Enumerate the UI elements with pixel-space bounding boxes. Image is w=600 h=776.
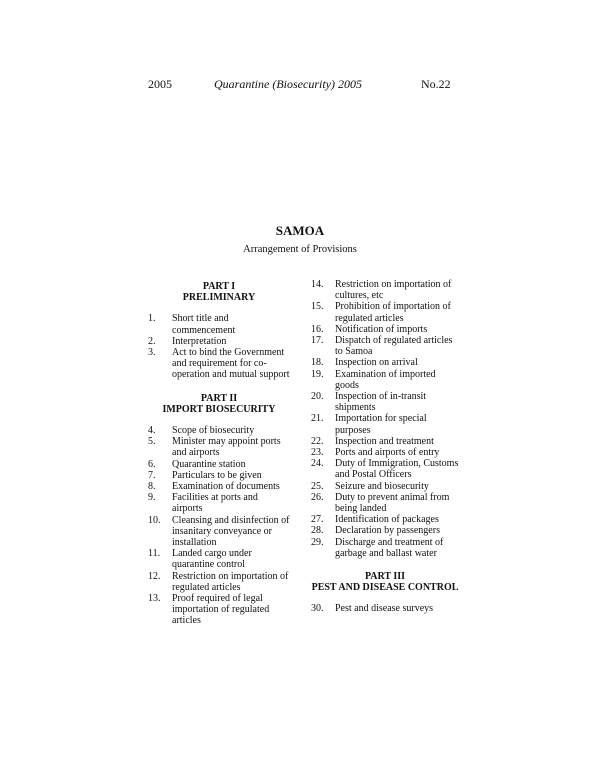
provision-number: 21. bbox=[311, 413, 324, 425]
provision-item bbox=[311, 324, 459, 335]
provision-item bbox=[311, 537, 459, 559]
provision-item bbox=[311, 447, 459, 458]
provision-title: Identification of packages bbox=[335, 514, 439, 526]
provision-title: Notification of imports bbox=[335, 323, 428, 335]
provision-item bbox=[311, 514, 459, 525]
provision-number: 14. bbox=[311, 279, 324, 290]
provision-title: Duty of Immigration, Customs and Postal Officers bbox=[335, 458, 459, 481]
part2-provisions-continued bbox=[311, 279, 459, 559]
provision-item bbox=[148, 425, 290, 436]
provision-number: 15. bbox=[311, 301, 324, 313]
provision-title: Duty to prevent animal from being landed bbox=[335, 491, 450, 515]
provision-title: Landed cargo under quarantine control bbox=[172, 548, 252, 571]
provision-number: 17. bbox=[311, 335, 324, 347]
provision-number: 19. bbox=[311, 368, 324, 380]
provision-title: Ports and airports of entry bbox=[335, 447, 440, 459]
provision-item bbox=[148, 593, 290, 627]
provision-title: Short title and commencement bbox=[172, 313, 236, 336]
provision-item bbox=[148, 470, 290, 481]
provision-item bbox=[311, 391, 459, 413]
part-heading-label: PART III bbox=[364, 571, 406, 583]
provision-number: 12. bbox=[148, 570, 161, 582]
provision-number: 18. bbox=[311, 357, 324, 369]
provision-item bbox=[311, 481, 459, 492]
provision-title: Dispatch of regulated articles to Samoa bbox=[335, 335, 453, 358]
provision-number: 27. bbox=[311, 514, 324, 526]
provision-number: 4. bbox=[148, 425, 156, 437]
provision-title: Proof required of legal importation of regulated articles bbox=[172, 593, 270, 627]
provision-number: 1. bbox=[148, 313, 156, 325]
provision-item bbox=[148, 492, 290, 514]
provision-number: 9. bbox=[148, 492, 156, 504]
provision-item bbox=[148, 548, 290, 570]
left-column bbox=[148, 281, 290, 627]
part2-provisions bbox=[148, 425, 290, 627]
provision-title: Inspection of in-transit shipments bbox=[335, 391, 427, 414]
provision-title: Quarantine station bbox=[172, 458, 246, 470]
provision-number: 10. bbox=[148, 514, 161, 526]
provision-item bbox=[311, 525, 459, 536]
provision-item bbox=[148, 571, 290, 593]
provision-number: 25. bbox=[311, 480, 324, 492]
right-column bbox=[311, 279, 459, 615]
provision-item bbox=[148, 459, 290, 470]
provision-number: 23. bbox=[311, 447, 324, 459]
provision-number: 16. bbox=[311, 323, 324, 335]
part-heading-name: PRELIMINARY bbox=[182, 292, 256, 304]
provision-number: 11. bbox=[148, 548, 161, 560]
part-heading-name: IMPORT BIOSECURITY bbox=[162, 403, 276, 415]
provision-title: Interpretation bbox=[172, 335, 227, 347]
provision-number: 3. bbox=[148, 347, 156, 359]
provision-number: 5. bbox=[148, 436, 156, 448]
provision-number: 26. bbox=[311, 491, 324, 503]
provision-number: 20. bbox=[311, 391, 324, 403]
provision-number: 22. bbox=[311, 435, 324, 447]
page-header bbox=[0, 77, 600, 93]
provision-title: Restriction on importation of cultures, etc bbox=[335, 279, 452, 302]
provision-number: 7. bbox=[148, 469, 156, 481]
provision-item bbox=[311, 603, 459, 614]
provision-number: 2. bbox=[148, 335, 156, 347]
provision-title: Inspection and treatment bbox=[335, 435, 434, 447]
provision-item bbox=[311, 301, 459, 323]
provision-title: Minister may appoint ports and airports bbox=[172, 436, 281, 459]
provision-title: Declaration by passengers bbox=[335, 525, 440, 537]
provision-number: 13. bbox=[148, 593, 161, 605]
provision-item bbox=[311, 335, 459, 357]
provision-title: Facilities at ports and airports bbox=[172, 492, 258, 515]
provision-title: Scope of biosecurity bbox=[172, 425, 255, 437]
provision-item bbox=[311, 436, 459, 447]
part-heading-name: PEST AND DISEASE CONTROL bbox=[311, 582, 459, 594]
document-subtitle: Arrangement of Provisions bbox=[243, 244, 357, 255]
provision-title: Cleansing and disinfection of insanitary conveyance or installation bbox=[172, 514, 290, 549]
provision-title: Act to bind the Government and requirement for co-operation and mutual support bbox=[172, 347, 290, 381]
provision-item bbox=[311, 369, 459, 391]
provision-item bbox=[311, 413, 459, 435]
country-title: SAMOA bbox=[275, 223, 325, 238]
provision-item bbox=[311, 279, 459, 301]
provision-number: 8. bbox=[148, 481, 156, 493]
part3-provisions bbox=[311, 603, 459, 614]
header-act-title: Quarantine (Biosecurity) 2005 bbox=[214, 77, 362, 91]
provision-item bbox=[148, 336, 290, 347]
part-heading-label: PART II bbox=[200, 392, 238, 404]
provision-item bbox=[148, 436, 290, 458]
provision-item bbox=[148, 481, 290, 492]
provision-title: Importation for special purposes bbox=[335, 413, 427, 436]
header-year: 2005 bbox=[148, 77, 172, 91]
provision-number: 24. bbox=[311, 458, 324, 470]
provision-item bbox=[311, 357, 459, 368]
provision-title: Prohibition of importation of regulated articles bbox=[335, 301, 451, 324]
part-heading-label: PART I bbox=[202, 281, 236, 292]
provision-number: 29. bbox=[311, 536, 324, 548]
provision-title: Discharge and treatment of garbage and ballast water bbox=[335, 536, 444, 559]
provision-title: Examination of documents bbox=[172, 481, 280, 493]
provision-item bbox=[311, 458, 459, 480]
provision-item bbox=[311, 492, 459, 514]
provision-item bbox=[148, 515, 290, 549]
provision-number: 28. bbox=[311, 525, 324, 537]
provision-title: Pest and disease surveys bbox=[335, 603, 434, 615]
provision-title: Seizure and biosecurity bbox=[335, 480, 429, 492]
part1-provisions bbox=[148, 313, 290, 380]
provision-number: 30. bbox=[311, 603, 324, 615]
provision-title: Examination of imported goods bbox=[335, 368, 436, 391]
header-act-number: No.22 bbox=[421, 77, 451, 91]
provision-item bbox=[148, 347, 290, 381]
provision-title: Inspection on arrival bbox=[335, 357, 418, 369]
provision-item bbox=[148, 313, 290, 335]
provision-title: Restriction on importation of regulated articles bbox=[172, 570, 289, 593]
provision-number: 6. bbox=[148, 458, 156, 470]
provision-title: Particulars to be given bbox=[172, 469, 262, 481]
